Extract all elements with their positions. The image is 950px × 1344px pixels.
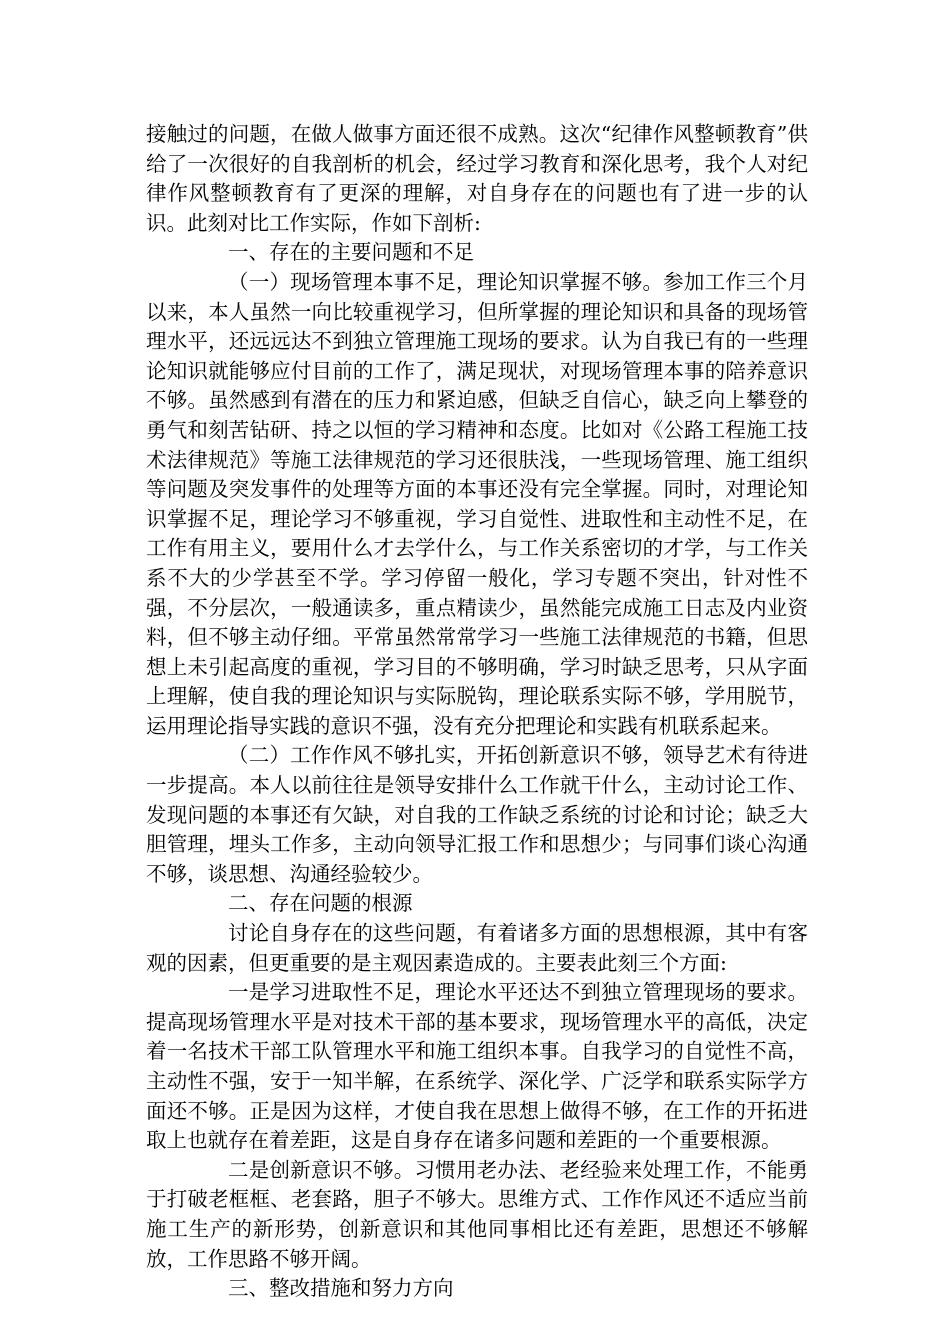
body-paragraph-2: （二）工作作风不够扎实，开拓创新意识不够，领导艺术有待进一步提高。本人以前往往是领导安排什么工作就干什么，主动讨论工作、发现问题的本事还有欠缺，对自我的工作缺乏系统的讨论和讨论；缺乏大胆管理，埋头工作多，主动向领导汇报工作和思想少；与同事们谈心沟通不够，谈思想、沟通经验较少。 [146, 743, 808, 886]
section-heading-2: 二、存在问题的根源 [228, 891, 413, 916]
body-paragraph-1: （一）现场管理本事不足，理论知识掌握不够。参加工作三个月以来，本人虽然一向比较重视学习，但所掌握的理论知识和具备的现场管理水平，还远远达不到独立管理施工现场的要求。认为自我已有的一些理论知识就能够应付目前的工作了，满足现状，对现场管理本事的陪养意识不够。虽然感到有潜在的压力和紧迫感，但缺乏自信心，缺乏向上攀登的勇气和刻苦钻研、持之以恒的学习精神和态度。比如对《公路工程施工技术法律规范》等施工法律规范的学习还很肤浅，一些现场管理、施工组织等问题及突发事件的处理等方面的本事还没有完全掌握。同时，对理论知识掌握不足，理论学习不够重视，学习自觉性、进取性和主动性不足，在工作有用主义，要用什么才去学什么，与工作关系密切的才学，与工作关系不大的少学甚至不学。学习停留一般化，学习专题不突出，针对性不强，不分层次，一般通读多，重点精读少，虽然能完成施工日志及内业资料，但不够主动仔细。平常虽然常常学习一些施工法律规范的书籍，但思想上未引起高度的重视，学习目的不够明确，学习时缺乏思考，只从字面上理解，使自我的理论知识与实际脱钩，理论联系实际不够，学用脱节，运用理论指导实践的意识不强，没有充分把理论和实践有机联系起来。 [146, 269, 808, 738]
body-paragraph-continuation: 接触过的问题，在做人做事方面还很不成熟。这次“纪律作风整顿教育”供给了一次很好的自我剖析的机会，经过学习教育和深化思考，我个人对纪律作风整顿教育有了更深的理解，对自身存在的问题也有了进一步的认识。此刻对比工作实际，作如下剖析: [146, 122, 808, 235]
body-paragraph-4: 一是学习进取性不足，理论水平还达不到独立管理现场的要求。提高现场管理水平是对技术干部的基本要求，现场管理水平的高低，决定着一名技术干部工队管理水平和施工组织本事。自我学习的自觉性不高，主动性不强，安于一知半解，在系统学、深化学、广泛学和联系实际学方面还不够。正是因为这样，才使自我在思想上做得不够，在工作的开拓进取上也就存在着差距，这是自身存在诸多问题和差距的一个重要根源。 [146, 980, 808, 1153]
document-body [146, 120, 808, 1304]
section-heading-1: 一、存在的主要问题和不足 [228, 240, 474, 265]
section-heading-3: 三、整改措施和努力方向 [228, 1276, 454, 1301]
body-paragraph-5: 二是创新意识不够。习惯用老办法、老经验来处理工作，不能勇于打破老框框、老套路，胆子不够大。思维方式、工作作风还不适应当前施工生产的新形势，创新意识和其他同事相比还有差距，思想还不够解放，工作思路不够开阔。 [146, 1157, 808, 1271]
body-paragraph-3: 讨论自身存在的这些问题，有着诸多方面的思想根源，其中有客观的因素，但更重要的是主观因素造成的。主要表此刻三个方面: [146, 921, 808, 975]
